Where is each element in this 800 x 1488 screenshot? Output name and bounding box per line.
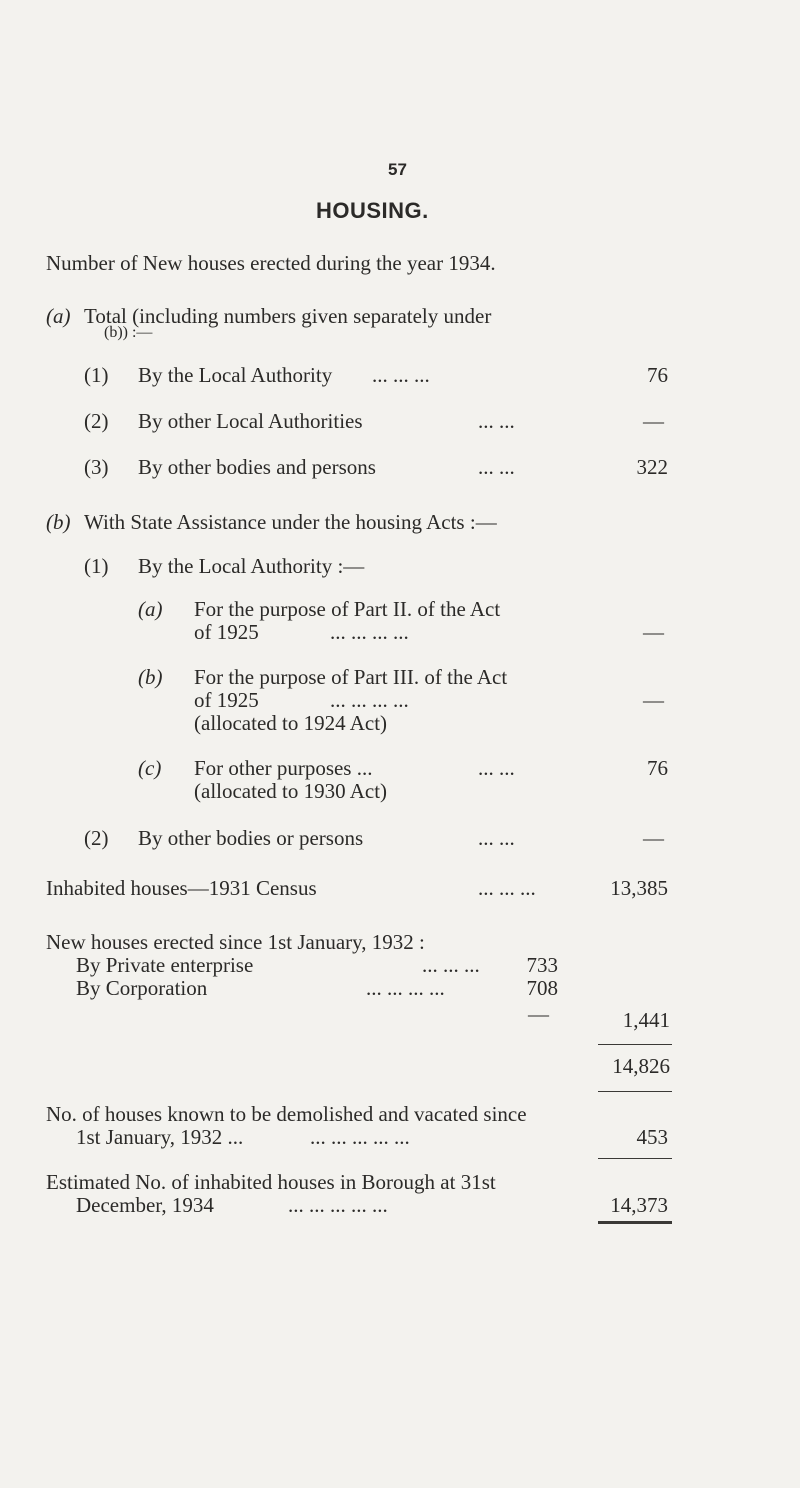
demolished-line1: No. of houses known to be demolished and vacated since [46, 1102, 527, 1126]
estimated-line1: Estimated No. of inhabited houses in Borough at 31st [46, 1170, 496, 1194]
sub-item-line: For other purposes ... [194, 756, 373, 780]
dash: — [528, 1002, 549, 1026]
double-underline [598, 1221, 672, 1224]
intro-text: Number of New houses erected during the year 1934. [46, 251, 496, 275]
page-title: HOUSING. [316, 198, 429, 223]
sub-item-line: (allocated to 1930 Act) [194, 779, 388, 803]
leader-dots: ... ... [478, 826, 515, 850]
new-since-heading: New houses erected since 1st January, 1932 : [46, 930, 425, 954]
page-number: 57 [388, 160, 407, 179]
sub-item-line: of 1925 [194, 620, 259, 644]
leader-dots: ... ... ... [422, 953, 480, 977]
leader-dots: ... ... [478, 409, 515, 433]
section-a-letter: (a) [46, 304, 71, 328]
section-a-item-value: 322 [636, 455, 668, 479]
section-a-text-line2: (b)) :— [104, 324, 153, 341]
leader-dots: ... ... [478, 756, 515, 780]
sub-item-line: For the purpose of Part III. of the Act [194, 665, 508, 689]
section-a-text: Total (including numbers given separately under [84, 304, 492, 328]
sub-item-letter: (c) [138, 756, 162, 780]
section-b-sub2-value: — [643, 826, 664, 850]
section-a-item-label: By other Local Authorities [138, 409, 363, 433]
divider [598, 1158, 672, 1159]
section-b-letter: (b) [46, 510, 71, 534]
leader-dots: ... ... ... ... ... [310, 1125, 410, 1149]
section-a-item-label: By other bodies and persons [138, 455, 376, 479]
estimated-line2: December, 1934 [76, 1193, 214, 1217]
section-a-item-num: (1) [84, 363, 109, 387]
section-a-item-value: — [643, 409, 664, 433]
leader-dots: ... ... ... ... [330, 688, 409, 712]
new-since-row-value: 708 [526, 976, 558, 1000]
leader-dots: ... ... ... [372, 363, 430, 387]
sub-item-line: (allocated to 1924 Act) [194, 711, 388, 735]
inhabited-value: 13,385 [610, 876, 668, 900]
new-since-subtotal: 1,441 [622, 1008, 670, 1032]
sub-item-value: 76 [647, 756, 668, 780]
divider [598, 1091, 672, 1092]
leader-dots: ... ... ... ... [366, 976, 445, 1000]
section-a-item-num: (2) [84, 409, 109, 433]
section-b-sub2-num: (2) [84, 826, 109, 850]
section-a-item-value: 76 [647, 363, 668, 387]
sub-item-line: of 1925 [194, 688, 259, 712]
section-b-sub1-label: By the Local Authority :— [138, 554, 365, 578]
demolished-value: 453 [636, 1125, 668, 1149]
divider [598, 1044, 672, 1045]
sub-item-letter: (a) [138, 597, 163, 621]
leader-dots: ... ... ... ... ... [288, 1193, 388, 1217]
new-since-row-label: By Corporation [76, 976, 208, 1000]
sub-item-value: — [643, 620, 664, 644]
estimated-value: 14,373 [610, 1193, 668, 1217]
section-b-sub2-label: By other bodies or persons [138, 826, 364, 850]
section-b-text: With State Assistance under the housing Acts :— [84, 510, 497, 534]
section-a-item-num: (3) [84, 455, 109, 479]
new-since-total: 14,826 [612, 1054, 670, 1078]
sub-item-letter: (b) [138, 665, 163, 689]
section-b-sub1-num: (1) [84, 554, 109, 578]
section-a-item-label: By the Local Authority [138, 363, 333, 387]
new-since-row-label: By Private enterprise [76, 953, 254, 977]
sub-item-line: For the purpose of Part II. of the Act [194, 597, 501, 621]
demolished-line2: 1st January, 1932 ... [76, 1125, 244, 1149]
leader-dots: ... ... ... [478, 876, 536, 900]
sub-item-value: — [643, 688, 664, 712]
new-since-row-value: 733 [526, 953, 558, 977]
leader-dots: ... ... [478, 455, 515, 479]
inhabited-label: Inhabited houses—1931 Census [46, 876, 317, 900]
leader-dots: ... ... ... ... [330, 620, 409, 644]
